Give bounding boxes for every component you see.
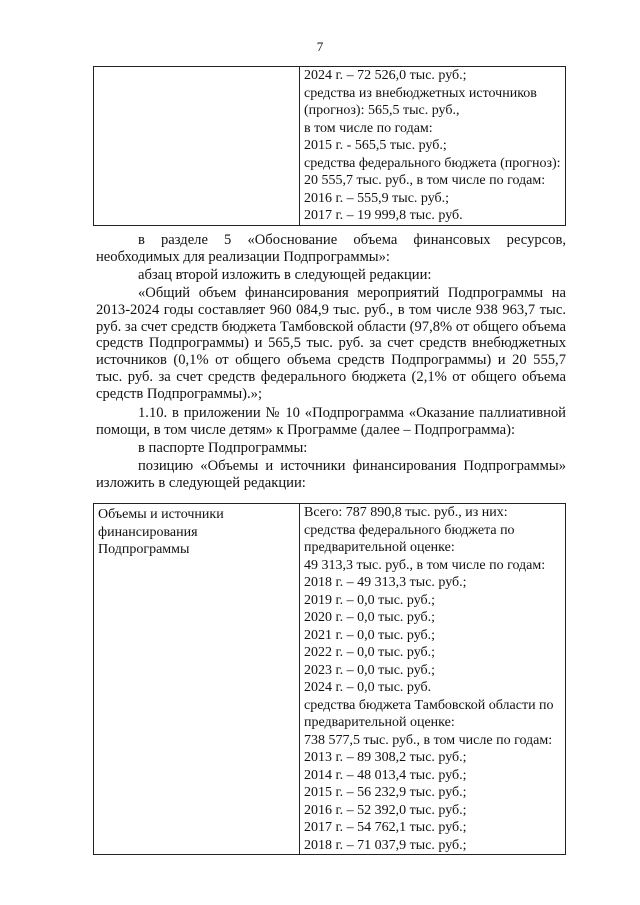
table-line: предварительной оценке: xyxy=(304,540,455,555)
table-line: финансирования xyxy=(98,524,198,540)
table-line: 2013 г. – 89 308,2 тыс. руб.; xyxy=(304,750,467,765)
bottom-table-left-cell xyxy=(94,504,300,855)
paragraph-quoted-text: «Общий объем финансирования мероприятий Подпрограммы на 2013-2024 годы составляет 960 084,9 тыс. руб., в том числе 938 963,7 тыс. руб. за счет средств бюджета Тамбовской области (97,8% от общего объема средств Подпрограммы) и 565,5 тыс. руб. за счет средств внебюджетных источников (0,1% от общего объема средств Подпрограммы) и 20 555,7 тыс. руб. за счет средств федерального бюджета (2,1% от общего объема средств Подпрограммы).»; xyxy=(96,285,566,402)
table-line: 2019 г. – 0,0 тыс. руб.; xyxy=(304,592,436,608)
paragraph-position: позицию «Объемы и источники финансирования Подпрограммы» изложить в следующей редакции: xyxy=(96,458,566,491)
table-line: Объемы и источники xyxy=(98,507,224,522)
table-line: 2024 г. – 72 526,0 тыс. руб.; xyxy=(304,68,467,83)
table-line: средства бюджета Тамбовской области по xyxy=(304,697,554,713)
table-line: 738 577,5 тыс. руб., в том числе по годам: xyxy=(304,732,553,748)
table-line: в том числе по годам: xyxy=(304,120,433,136)
top-table-right-cell xyxy=(300,67,566,226)
table-line: (прогноз): 565,5 тыс. руб., xyxy=(304,103,460,118)
paragraph-appendix-10: 1.10. в приложении № 10 «Подпрограмма «Оказание паллиативной помощи, в том числе детям» к Программе (далее – Подпрограмма): xyxy=(96,405,566,438)
table-line: средства федерального бюджета (прогноз): xyxy=(304,155,561,171)
table-line: Всего: 787 890,8 тыс. руб., из них: xyxy=(304,505,508,520)
top-table-left-cell xyxy=(94,67,300,226)
table-line: предварительной оценке: xyxy=(304,715,455,730)
table-line: 2015 г. – 56 232,9 тыс. руб.; xyxy=(304,785,467,800)
position-paragraph-block xyxy=(96,458,566,492)
bottom-funding-table xyxy=(93,503,566,855)
table-line: 2022 г. – 0,0 тыс. руб.; xyxy=(304,645,436,660)
table-line: 2023 г. – 0,0 тыс. руб.; xyxy=(304,662,436,678)
page-number: 7 xyxy=(316,39,324,54)
table-line: 2017 г. – 19 999,8 тыс. руб. xyxy=(304,208,463,223)
table-line: 2020 г. – 0,0 тыс. руб.; xyxy=(304,610,436,625)
table-line: 2017 г. – 54 762,1 тыс. руб.; xyxy=(304,820,467,835)
paragraph-edit-block xyxy=(96,267,566,284)
table-line: 2018 г. – 71 037,9 тыс. руб.; xyxy=(304,837,467,853)
table-line: 20 555,7 тыс. руб., в том числе по годам: xyxy=(304,173,546,188)
table-line: 2016 г. – 555,9 тыс. руб.; xyxy=(304,190,450,206)
paragraph-passport: в паспорте Подпрограммы: xyxy=(138,440,308,456)
table-line: 2018 г. – 49 313,3 тыс. руб.; xyxy=(304,575,467,590)
quoted-paragraph-block xyxy=(96,285,566,403)
table-line: 2021 г. – 0,0 тыс. руб.; xyxy=(304,627,436,643)
table-line: Подпрограммы xyxy=(98,542,190,557)
top-funding-table xyxy=(93,66,566,226)
table-line: средства федерального бюджета по xyxy=(304,522,515,538)
table-line: 49 313,3 тыс. руб., в том числе по годам: xyxy=(304,557,546,573)
passport-paragraph-block xyxy=(96,440,566,457)
table-line: 2016 г. – 52 392,0 тыс. руб.; xyxy=(304,802,467,818)
paragraph-edit-instruction: абзац второй изложить в следующей редакции: xyxy=(138,267,432,283)
table-line: средства из внебюджетных источников xyxy=(304,85,537,101)
bottom-table-right-cell xyxy=(300,504,566,855)
table-line: 2024 г. – 0,0 тыс. руб. xyxy=(304,680,432,695)
section-5-paragraph-block xyxy=(96,232,566,266)
table-line: 2015 г. - 565,5 тыс. руб.; xyxy=(304,138,447,153)
appendix-paragraph-block xyxy=(96,405,566,439)
paragraph-section-5: в разделе 5 «Обоснование объема финансовых ресурсов, необходимых для реализации Подпрограммы»: xyxy=(96,232,566,265)
table-line: 2014 г. – 48 013,4 тыс. руб.; xyxy=(304,767,467,783)
